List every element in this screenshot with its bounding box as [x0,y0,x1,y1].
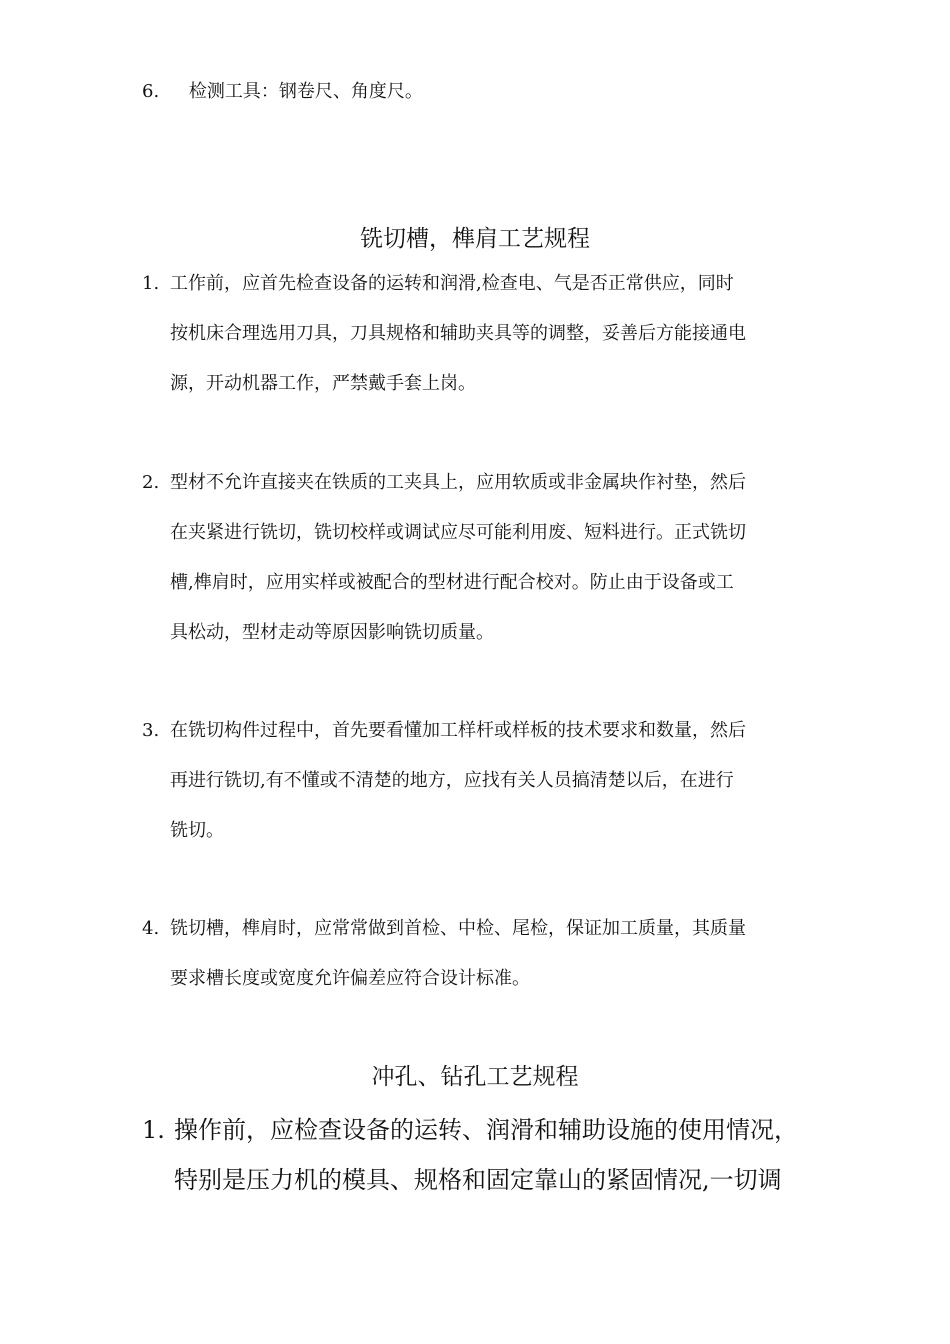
paragraph-line: 工作前，应首先检查设备的运转和润滑,检查电、气是否正常供应，同时 [170,273,734,294]
list-number: 4. [142,918,160,939]
list-item-6 [142,80,423,104]
paragraph-line: 具松动，型材走动等原因影响铣切质量。 [170,622,494,643]
paragraph-line: 源，开动机器工作，严禁戴手套上岗。 [170,373,476,394]
list-text: 检测工具：钢卷尺、角度尺。 [188,81,423,102]
list-number: 2. [142,472,160,493]
paragraph-line: 按机床合理选用刀具，刀具规格和辅助夹具等的调整，妥善后方能接通电 [170,323,746,344]
paragraph-line: 再进行铣切,有不懂或不清楚的地方，应找有关人员搞清楚以后，在进行 [170,770,734,791]
paragraph-line: 槽,榫肩时，应用实样或被配合的型材进行配合校对。防止由于设备或工 [170,572,734,593]
paragraph-line: 在夹紧进行铣切，铣切校样或调试应尽可能利用废、短料进行。正式铣切 [170,522,746,543]
list-number: 1. [142,273,160,294]
section-heading-milling: 铣切槽，榫肩工艺规程 [360,226,590,252]
paragraph-line: 型材不允许直接夹在铁质的工夹具上，应用软质或非金属块作衬垫，然后 [170,472,746,493]
list-number: 1. [142,1116,165,1144]
paragraph-line: 在铣切构件过程中，首先要看懂加工样杆或样板的技术要求和数量，然后 [170,720,746,741]
paragraph-line: 特别是压力机的模具、规格和固定靠山的紧固情况,一切调 [174,1166,782,1194]
paragraph-line: 铣切。 [170,820,224,841]
paragraph-line: 铣切槽，榫肩时，应常常做到首检、中检、尾检，保证加工质量，其质量 [170,918,746,939]
list-number: 3. [142,720,160,741]
section-heading-punching: 冲孔、钻孔工艺规程 [371,1064,579,1090]
paragraph-line: 操作前，应检查设备的运转、润滑和辅助设施的使用情况， [174,1116,798,1144]
paragraph-line: 要求槽长度或宽度允许偏差应符合设计标准。 [170,968,530,989]
list-number: 6. [142,81,160,102]
